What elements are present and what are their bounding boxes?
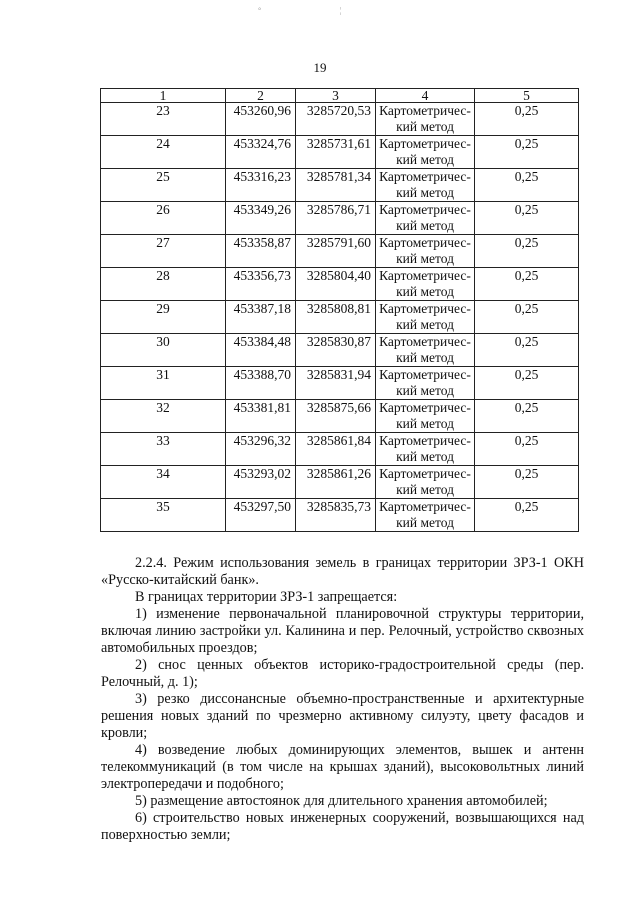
point-number-cell: 26 (101, 202, 226, 235)
method-cell: Картометричес-кий метод (376, 334, 475, 367)
x-coordinate-cell: 453349,26 (226, 202, 296, 235)
method-cell: Картометричес-кий метод (376, 499, 475, 532)
x-coordinate-cell: 453260,96 (226, 103, 296, 136)
y-coordinate-cell: 3285861,84 (296, 433, 376, 466)
list-item: 2) снос ценных объектов историко-градостроительной среды (пер. Релочный, д. 1); (101, 657, 584, 690)
accuracy-cell: 0,25 (475, 433, 579, 466)
x-coordinate-cell: 453358,87 (226, 235, 296, 268)
list-item: 4) возведение любых доминирующих элементов, вышек и антенн телекоммуникаций (в том числе на крышах зданий), высоковольтных линий электропередачи и подобного; (101, 742, 584, 792)
scan-mark-center: ¦ (340, 6, 342, 15)
x-coordinate-cell: 453316,23 (226, 169, 296, 202)
accuracy-cell: 0,25 (475, 268, 579, 301)
y-coordinate-cell: 3285875,66 (296, 400, 376, 433)
point-number-cell: 27 (101, 235, 226, 268)
table-row (101, 367, 579, 400)
y-coordinate-cell: 3285804,40 (296, 268, 376, 301)
y-coordinate-cell: 3285786,71 (296, 202, 376, 235)
y-coordinate-cell: 3285830,87 (296, 334, 376, 367)
accuracy-cell: 0,25 (475, 136, 579, 169)
table-row (101, 466, 579, 499)
table-row (101, 103, 579, 136)
point-number-cell: 35 (101, 499, 226, 532)
table-header-row (101, 89, 579, 103)
column-header: 2 (226, 89, 296, 103)
accuracy-cell: 0,25 (475, 367, 579, 400)
point-number-cell: 32 (101, 400, 226, 433)
point-number-cell: 30 (101, 334, 226, 367)
table-row (101, 169, 579, 202)
x-coordinate-cell: 453356,73 (226, 268, 296, 301)
x-coordinate-cell: 453297,50 (226, 499, 296, 532)
accuracy-cell: 0,25 (475, 466, 579, 499)
method-cell: Картометричес-кий метод (376, 268, 475, 301)
table-row (101, 136, 579, 169)
table-row (101, 301, 579, 334)
column-header: 5 (475, 89, 579, 103)
method-cell: Картометричес-кий метод (376, 169, 475, 202)
x-coordinate-cell: 453387,18 (226, 301, 296, 334)
point-number-cell: 23 (101, 103, 226, 136)
column-header: 3 (296, 89, 376, 103)
method-cell: Картометричес-кий метод (376, 301, 475, 334)
y-coordinate-cell: 3285781,34 (296, 169, 376, 202)
accuracy-cell: 0,25 (475, 301, 579, 334)
x-coordinate-cell: 453384,48 (226, 334, 296, 367)
point-number-cell: 34 (101, 466, 226, 499)
list-item: 1) изменение первоначальной планировочной структуры территории, включая линию застройки ул. Калинина и пер. Релочный, устройство сквозных автомобильных проездов; (101, 606, 584, 656)
accuracy-cell: 0,25 (475, 103, 579, 136)
regulation-text (101, 555, 584, 844)
accuracy-cell: 0,25 (475, 169, 579, 202)
method-cell: Картометричес-кий метод (376, 202, 475, 235)
x-coordinate-cell: 453381,81 (226, 400, 296, 433)
y-coordinate-cell: 3285861,26 (296, 466, 376, 499)
x-coordinate-cell: 453293,02 (226, 466, 296, 499)
accuracy-cell: 0,25 (475, 499, 579, 532)
method-cell: Картометричес-кий метод (376, 367, 475, 400)
table-row (101, 334, 579, 367)
table-row (101, 235, 579, 268)
y-coordinate-cell: 3285720,53 (296, 103, 376, 136)
list-item: 6) строительство новых инженерных сооружений, возвышающихся над поверхностью земли; (101, 810, 584, 843)
method-cell: Картометричес-кий метод (376, 136, 475, 169)
table-row (101, 433, 579, 466)
method-cell: Картометричес-кий метод (376, 433, 475, 466)
point-number-cell: 24 (101, 136, 226, 169)
column-header: 4 (376, 89, 475, 103)
table-row (101, 499, 579, 532)
method-cell: Картометричес-кий метод (376, 400, 475, 433)
y-coordinate-cell: 3285731,61 (296, 136, 376, 169)
accuracy-cell: 0,25 (475, 202, 579, 235)
accuracy-cell: 0,25 (475, 235, 579, 268)
x-coordinate-cell: 453324,76 (226, 136, 296, 169)
table-row (101, 268, 579, 301)
y-coordinate-cell: 3285791,60 (296, 235, 376, 268)
x-coordinate-cell: 453388,70 (226, 367, 296, 400)
section-heading: 2.2.4. Режим использования земель в границах территории ЗРЗ-1 ОКН «Русско-китайский банк». (101, 555, 584, 588)
list-item: 3) резко диссонансные объемно-пространственные и архитектурные решения новых зданий по чрезмерно активному силуэту, цвету фасадов и кровли; (101, 691, 584, 741)
point-number-cell: 28 (101, 268, 226, 301)
accuracy-cell: 0,25 (475, 400, 579, 433)
intro-paragraph: В границах территории ЗРЗ-1 запрещается: (135, 589, 398, 605)
column-header: 1 (101, 89, 226, 103)
point-number-cell: 25 (101, 169, 226, 202)
coordinates-table (100, 88, 579, 532)
table-row (101, 400, 579, 433)
method-cell: Картометричес-кий метод (376, 466, 475, 499)
method-cell: Картометричес-кий метод (376, 103, 475, 136)
y-coordinate-cell: 3285831,94 (296, 367, 376, 400)
accuracy-cell: 0,25 (475, 334, 579, 367)
list-item: 5) размещение автостоянок для длительного хранения автомобилей; (135, 793, 548, 809)
point-number-cell: 29 (101, 301, 226, 334)
point-number-cell: 33 (101, 433, 226, 466)
page-number: 19 (313, 60, 327, 75)
x-coordinate-cell: 453296,32 (226, 433, 296, 466)
scan-marks (0, 6, 640, 20)
point-number-cell: 31 (101, 367, 226, 400)
table-row (101, 202, 579, 235)
scan-mark-left: ° (258, 6, 262, 15)
method-cell: Картометричес-кий метод (376, 235, 475, 268)
y-coordinate-cell: 3285808,81 (296, 301, 376, 334)
y-coordinate-cell: 3285835,73 (296, 499, 376, 532)
